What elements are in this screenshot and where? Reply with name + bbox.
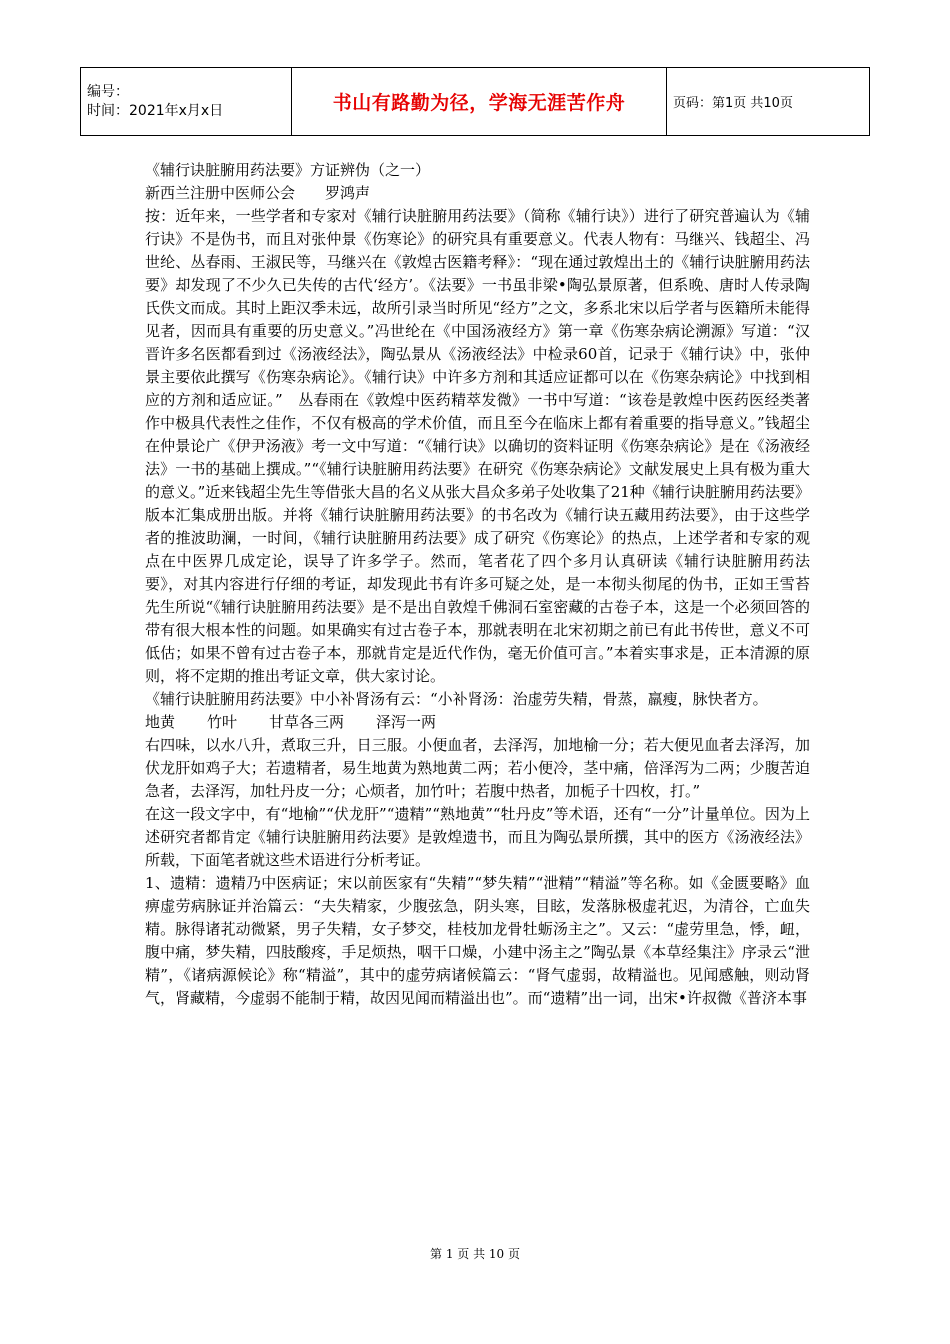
herb-list	[145, 711, 810, 734]
article-paragraph: 1、遗精：遗精乃中医病证；宋以前医家有“失精”“梦失精”“泄精”“精溢”等名称。如《金匮要略》血痹虚劳病脉证并治篇云：“夫失精家，少腹弦急，阴头寒，目眩，发落脉极虚芤迟，为清谷，亡血失精。脉得诸芤动微紧，男子失精，女子梦交，桂枝加龙骨牡蛎汤主之”。又云：“虚劳里急，悸，衄，腹中痛，梦失精，四肢酸疼，手足烦热，咽干口燥，小建中汤主之”陶弘景《本草经集注》序录云“泄精”，《诸病源候论》称“精溢”，其中的虚劳病诸候篇云：“肾气虚弱，故精溢也。见闻感触，则动肾气，肾藏精，今虚弱不能制于精，故因见闻而精溢出也”。而“遗精”出一词，出宋•许叔微《普济本事	[145, 874, 810, 1007]
herb-item: 泽泻一两	[376, 713, 437, 731]
herb-item: 地黄	[145, 713, 176, 731]
article-paragraph: 按：近年来，一些学者和专家对《辅行诀脏腑用药法要》（简称《辅行诀》）进行了研究普遍认为《辅行诀》不是伪书，而且对张仲景《伤寒论》的研究具有重要意义。代表人物有：马继兴、钱超尘、冯世纶、丛春雨、王淑民等，马继兴在《敦煌古医籍考释》：“现在通过敦煌出土的《辅行诀脏腑用药法要》却发现了不少久已失传的古代‘经方’。《法要》一书虽非梁•陶弘景原著，但系晚、唐时人传录陶氏佚文而成。其时上距汉季未远，故所引录当时所见“经方”之文，多系北宋以后学者与医籍所未能得见者，因而具有重要的历史意义。”冯世纶在《中国汤液经方》第一章《伤寒杂病论溯源》写道：“汉晋许多名医都看到过《汤液经法》，陶弘景从《汤液经法》中检录60首，记录于《辅行诀》中，张仲景主要依此撰写《伤寒杂病论》。《辅行诀》中许多方剂和其适应证都可以在《伤寒杂病论》中找到相应的方剂和适应证。” 丛春雨在《敦煌中医药精萃发微》一书中写道：“该卷是敦煌中医药医经类著作中极具代表性之佳作，不仅有极高的学术价值，而且至今在临床上都有着重要的指导意义。”钱超尘在仲景论广《伊尹汤液》考一文中写道：“《辅行诀》以确切的资料证明《伤寒杂病论》是在《汤液经法》一书的基础上撰成。”“《辅行诀脏腑用药法要》在研究《伤寒杂病论》文献发展史上具有极为重大的意义。”近来钱超尘先生等借张大昌的名义从张大昌众多弟子处收集了21种《辅行诀脏腑用药法要》版本汇集成册出版。并将《辅行诀脏腑用药法要》的书名改为《辅行诀五藏用药法要》，由于这些学者的推波助澜，一时间，《辅行诀脏腑用药法要》成了研究《伤寒论》的热点，上述学者和专家的观点在中医界几成定论，误导了许多学子。然而，笔者花了四个多月认真研读《辅行诀脏腑用药法要》，对其内容进行仔细的考证，却发现此书有许多可疑之处，是一本彻头彻尾的伪书，正如王雪苔先生所说“《辅行诀脏腑用药法要》是不是出自敦煌千佛洞石室密藏的古卷子本，这是一个必须回答的带有很大根本性的问题。如果确实有过古卷子本，那就表明在北宋初期之前已有此书传世，意义不可低估；如果不曾有过古卷子本，那就肯定是近代作伪，毫无价值可言。”本着实事求是，正本清源的原则，将不定期的推出考证文章，供大家讨论。	[145, 207, 810, 685]
article-paragraph: 《辅行诀脏腑用药法要》中小补肾汤有云：“小补肾汤：治虚劳失精，骨蒸，羸瘦，脉快者方。	[145, 690, 768, 708]
article-paragraph: 在这一段文字中，有“地榆”“伏龙肝”“遗精”“熟地黄”“牡丹皮”等术语，还有“一分”计量单位。因为上述研究者都肯定《辅行诀脏腑用药法要》是敦煌遗书，而且为陶弘景所撰，其中的医方《汤液经法》所载，下面笔者就这些术语进行分析考证。	[145, 805, 810, 869]
article-author: 新西兰注册中医师公会 罗鸿声	[145, 184, 371, 202]
page-footer: 第 1 页 共 10 页	[430, 1247, 520, 1261]
header-table	[80, 67, 870, 136]
article-title: 《辅行诀脏腑用药法要》方证辨伪（之一）	[145, 161, 431, 179]
header-page-info: 页码：第1页 共10页	[673, 96, 793, 111]
header-motto-cell	[292, 68, 667, 136]
header-meta-cell	[81, 68, 292, 136]
article-paragraph: 右四味，以水八升，煮取三升，日三服。小便血者，去泽泻，加地榆一分；若大便见血者去泽泻，加伏龙肝如鸡子大；若遗精者，易生地黄为熟地黄二两；若小便冷，茎中痛，倍泽泻为二两；少腹苦迫急者，去泽泻，加牡丹皮一分；心烦者，加竹叶；若腹中热者，加栀子十四枚，打。”	[145, 736, 810, 800]
article-body	[145, 159, 810, 1010]
herb-item: 竹叶	[207, 713, 238, 731]
document-number-label: 编号：	[87, 83, 129, 100]
header-page-cell	[667, 68, 870, 136]
herb-item: 甘草各三两	[269, 713, 345, 731]
header-motto: 书山有路勤为径，学海无涯苦作舟	[332, 92, 626, 114]
document-time-label: 时间：2021年x月x日	[87, 102, 224, 119]
